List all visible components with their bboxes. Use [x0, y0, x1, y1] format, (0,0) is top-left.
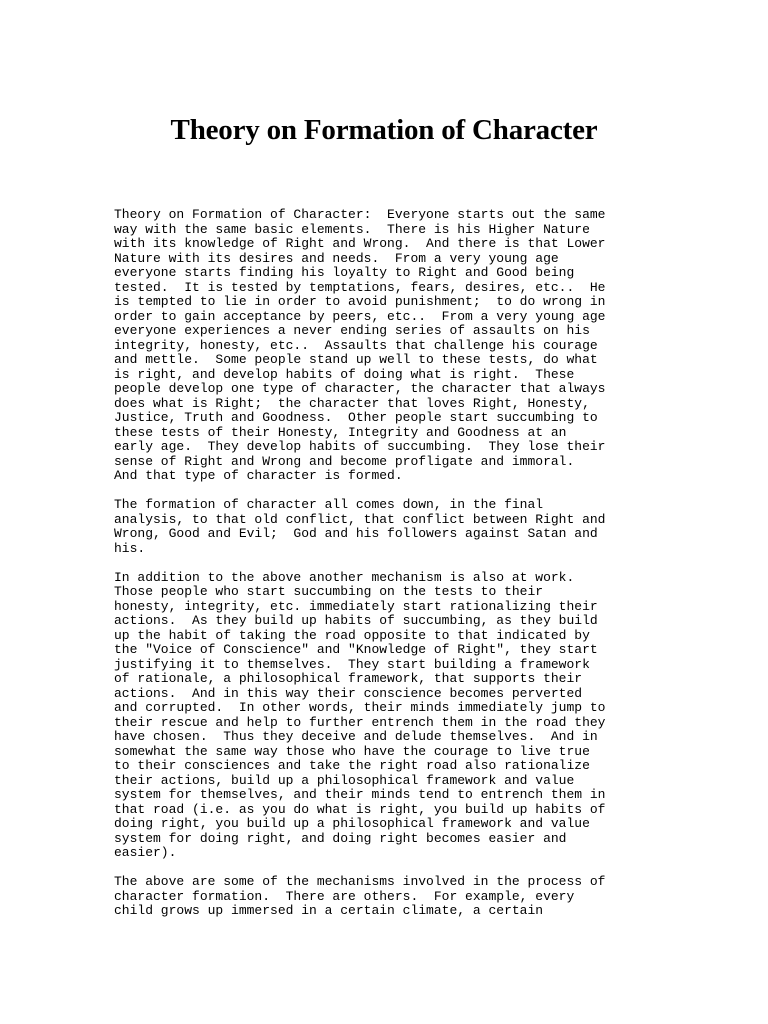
paragraph-3: In addition to the above another mechanism is also at work. Those people who start succumbing on the tests to their honesty, integrity, etc. immediately start rationalizing their actions. As they build up habits of succumbing, as they build up the habit of taking the road opposite to that indicated by the "Voice of Conscience" and "Knowledge of Right", they start justifying it to themselves. They start building a framework of rationale, a philosophical framework, that supports their actions. And in this way their conscience becomes perverted and corrupted. In other words, their minds immediately jump to their rescue and help to further entrench them in the road they have chosen. Thus they deceive and delude themselves. And in somewhat the same way those who have the courage to live true to their consciences and take the right road also rationalize their actions, build up a philosophical framework and value system for themselves, and their minds tend to entrench them in that road (i.e. as you do what is right, you build up habits of doing right, you build up a philosophical framework and value system for doing right, and doing right becomes easier and easier). — [114, 569, 606, 860]
paragraph-1: Theory on Formation of Character: Everyone starts out the same way with the same basic elements. There is his Higher Nature with its knowledge of Right and Wrong. And there is that Lower Nature with its desires and needs. From a very young age everyone starts finding his loyalty to Right and Good being tested. It is tested by temptations, fears, desires, etc.. He is tempted to lie in order to avoid punishment; to do wrong in order to gain acceptance by peers, etc.. From a very young age everyone experiences a never ending series of assaults on his integrity, honesty, etc.. Assaults that challenge his courage and mettle. Some people stand up well to these tests, do what is right, and develop habits of doing what is right. These people develop one type of character, the character that always does what is Right; the character that loves Right, Honesty, Justice, Truth and Goodness. Other people start succumbing to these tests of their Honesty, Integrity and Goodness at an early age. They develop habits of succumbing. They lose their sense of Right and Wrong and become profligate and immoral. And that type of character is formed. — [114, 207, 606, 483]
paragraph-4: The above are some of the mechanisms involved in the process of character formation. There are others. For example, every child grows up immersed in a certain climate, a certain — [114, 874, 606, 918]
document-body — [114, 208, 634, 933]
paragraph-2: The formation of character all comes down, in the final analysis, to that old conflict, that conflict between Right and Wrong, Good and Evil; God and his followers against Satan and his. — [114, 497, 606, 556]
document-title: Theory on Formation of Character — [170, 114, 598, 146]
